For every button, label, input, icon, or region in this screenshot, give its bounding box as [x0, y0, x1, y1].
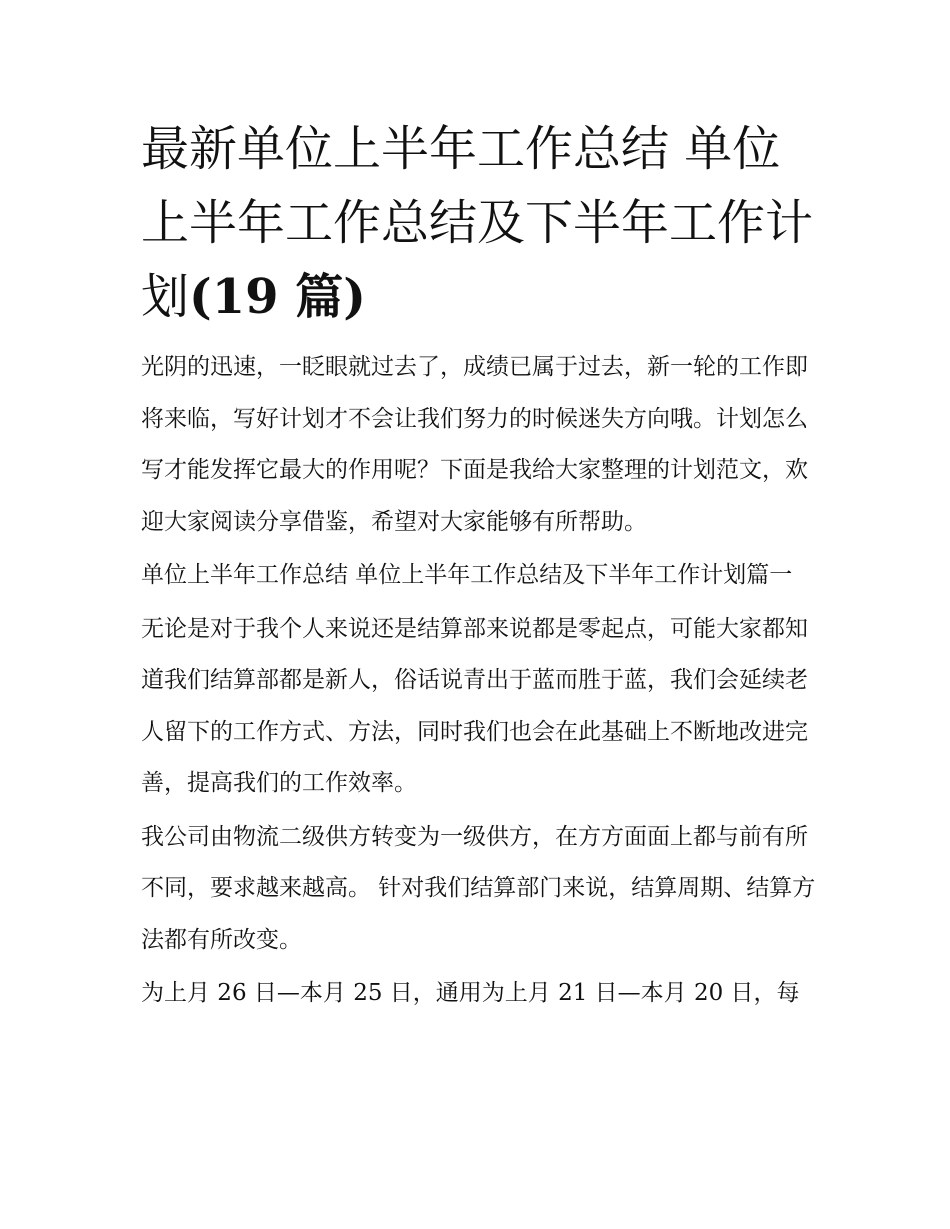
paragraph-body-2: 我公司由物流二级供方转变为一级供方，在方方面面上都与前有所不同，要求越来越高。 针对我们结算部门来说，结算周期、结算方法都有所改变。	[141, 823, 816, 953]
document-title-suffix: (19 篇)	[189, 269, 366, 325]
paragraph-section-heading: 单位上半年工作总结 单位上半年工作总结及下半年工作计划篇一	[141, 562, 793, 588]
document-title-main: 最新单位上半年工作总结 单位上半年工作总结及下半年工作计划	[141, 121, 814, 325]
paragraph-body-3: 为上月 26 日—本月 25 日，通用为上月 21 日—本月 20 日，每	[141, 980, 800, 1006]
paragraph-body-1: 无论是对于我个人来说还是结算部来说都是零起点，可能大家都知道我们结算部都是新人，俗话说青出于蓝而胜于蓝，我们会延续老人留下的工作方式、方法，同时我们也会在此基础上不断地改进完善，提高我们的工作效率。	[141, 615, 808, 796]
paragraph-intro: 光阴的迅速，一眨眼就过去了，成绩已属于过去，新一轮的工作即将来临，写好计划才不会让我们努力的时候迷失方向哦。计划怎么写才能发挥它最大的作用呢？下面是我给大家整理的计划范文，欢迎大家阅读分享借鉴，希望对大家能够有所帮助。	[141, 354, 808, 535]
document-body	[141, 112, 821, 1020]
document-title	[141, 112, 821, 334]
